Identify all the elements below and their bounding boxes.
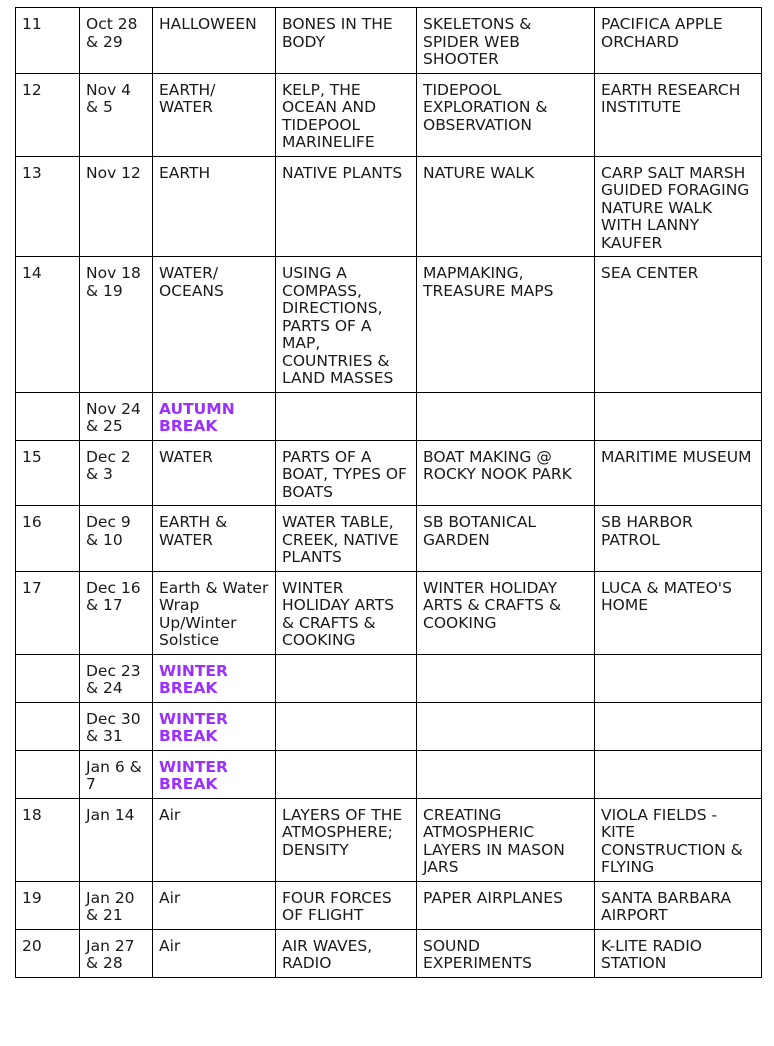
theme-cell: Earth & Water Wrap Up/Winter Solstice: [153, 571, 276, 654]
activity-cell: PAPER AIRPLANES: [417, 881, 595, 929]
table-row-break: [16, 392, 762, 440]
date-cell: Nov 4 & 5: [80, 73, 153, 156]
break-label: WINTER BREAK: [153, 750, 276, 798]
topic-cell: KELP, THE OCEAN AND TIDEPOOL MARINELIFE: [276, 73, 417, 156]
date-cell: Dec 9 & 10: [80, 506, 153, 572]
date-cell: Jan 20 & 21: [80, 881, 153, 929]
table-row-break: [16, 654, 762, 702]
activity-cell: WINTER HOLIDAY ARTS & CRAFTS & COOKING: [417, 571, 595, 654]
field-trip-cell: [595, 702, 762, 750]
field-trip-cell: K-LITE RADIO STATION: [595, 929, 762, 977]
week-number-cell: [16, 750, 80, 798]
table-row-break: [16, 750, 762, 798]
topic-cell: [276, 654, 417, 702]
activity-cell: SKELETONS & SPIDER WEB SHOOTER: [417, 8, 595, 74]
field-trip-cell: SEA CENTER: [595, 257, 762, 393]
date-cell: Nov 12: [80, 156, 153, 257]
field-trip-cell: PACIFICA APPLE ORCHARD: [595, 8, 762, 74]
topic-cell: [276, 750, 417, 798]
week-number-cell: 20: [16, 929, 80, 977]
activity-cell: [417, 702, 595, 750]
week-number-cell: 11: [16, 8, 80, 74]
activity-cell: [417, 392, 595, 440]
week-number-cell: 15: [16, 440, 80, 506]
break-label: WINTER BREAK: [153, 654, 276, 702]
topic-cell: USING A COMPASS, DIRECTIONS, PARTS OF A MAP, COUNTRIES & LAND MASSES: [276, 257, 417, 393]
activity-cell: [417, 750, 595, 798]
topic-cell: BONES IN THE BODY: [276, 8, 417, 74]
field-trip-cell: [595, 750, 762, 798]
date-cell: Jan 27 & 28: [80, 929, 153, 977]
field-trip-cell: [595, 654, 762, 702]
schedule-document: [15, 7, 761, 978]
table-row: [16, 156, 762, 257]
table-row: [16, 8, 762, 74]
schedule-table: [15, 7, 762, 978]
topic-cell: PARTS OF A BOAT, TYPES OF BOATS: [276, 440, 417, 506]
table-row: [16, 798, 762, 881]
activity-cell: MAPMAKING, TREASURE MAPS: [417, 257, 595, 393]
field-trip-cell: [595, 392, 762, 440]
table-row: [16, 73, 762, 156]
week-number-cell: [16, 654, 80, 702]
topic-cell: WINTER HOLIDAY ARTS & CRAFTS & COOKING: [276, 571, 417, 654]
date-cell: Oct 28 & 29: [80, 8, 153, 74]
topic-cell: [276, 702, 417, 750]
date-cell: Dec 30 & 31: [80, 702, 153, 750]
activity-cell: NATURE WALK: [417, 156, 595, 257]
week-number-cell: 19: [16, 881, 80, 929]
topic-cell: NATIVE PLANTS: [276, 156, 417, 257]
field-trip-cell: SANTA BARBARA AIRPORT: [595, 881, 762, 929]
theme-cell: Air: [153, 881, 276, 929]
topic-cell: WATER TABLE, CREEK, NATIVE PLANTS: [276, 506, 417, 572]
theme-cell: WATER: [153, 440, 276, 506]
break-label: AUTUMN BREAK: [153, 392, 276, 440]
field-trip-cell: MARITIME MUSEUM: [595, 440, 762, 506]
table-row: [16, 440, 762, 506]
activity-cell: SB BOTANICAL GARDEN: [417, 506, 595, 572]
date-cell: Dec 16 & 17: [80, 571, 153, 654]
activity-cell: SOUND EXPERIMENTS: [417, 929, 595, 977]
date-cell: Nov 24 & 25: [80, 392, 153, 440]
table-row: [16, 929, 762, 977]
topic-cell: LAYERS OF THE ATMOSPHERE; DENSITY: [276, 798, 417, 881]
table-row: [16, 881, 762, 929]
topic-cell: FOUR FORCES OF FLIGHT: [276, 881, 417, 929]
activity-cell: CREATING ATMOSPHERIC LAYERS IN MASON JARS: [417, 798, 595, 881]
field-trip-cell: CARP SALT MARSH GUIDED FORAGING NATURE WALK WITH LANNY KAUFER: [595, 156, 762, 257]
table-row: [16, 506, 762, 572]
theme-cell: HALLOWEEN: [153, 8, 276, 74]
field-trip-cell: LUCA & MATEO'S HOME: [595, 571, 762, 654]
week-number-cell: [16, 392, 80, 440]
activity-cell: TIDEPOOL EXPLORATION & OBSERVATION: [417, 73, 595, 156]
week-number-cell: 12: [16, 73, 80, 156]
table-row-break: [16, 702, 762, 750]
break-label: WINTER BREAK: [153, 702, 276, 750]
week-number-cell: 16: [16, 506, 80, 572]
week-number-cell: 17: [16, 571, 80, 654]
week-number-cell: 18: [16, 798, 80, 881]
theme-cell: EARTH/ WATER: [153, 73, 276, 156]
date-cell: Jan 14: [80, 798, 153, 881]
theme-cell: EARTH: [153, 156, 276, 257]
schedule-table-body: [16, 8, 762, 978]
activity-cell: [417, 654, 595, 702]
date-cell: Nov 18 & 19: [80, 257, 153, 393]
topic-cell: [276, 392, 417, 440]
theme-cell: EARTH & WATER: [153, 506, 276, 572]
field-trip-cell: VIOLA FIELDS - KITE CONSTRUCTION & FLYING: [595, 798, 762, 881]
date-cell: Jan 6 & 7: [80, 750, 153, 798]
week-number-cell: [16, 702, 80, 750]
theme-cell: WATER/ OCEANS: [153, 257, 276, 393]
date-cell: Dec 2 & 3: [80, 440, 153, 506]
theme-cell: Air: [153, 929, 276, 977]
activity-cell: BOAT MAKING @ ROCKY NOOK PARK: [417, 440, 595, 506]
week-number-cell: 13: [16, 156, 80, 257]
theme-cell: Air: [153, 798, 276, 881]
topic-cell: AIR WAVES, RADIO: [276, 929, 417, 977]
date-cell: Dec 23 & 24: [80, 654, 153, 702]
table-row: [16, 571, 762, 654]
field-trip-cell: EARTH RESEARCH INSTITUTE: [595, 73, 762, 156]
table-row: [16, 257, 762, 393]
field-trip-cell: SB HARBOR PATROL: [595, 506, 762, 572]
week-number-cell: 14: [16, 257, 80, 393]
